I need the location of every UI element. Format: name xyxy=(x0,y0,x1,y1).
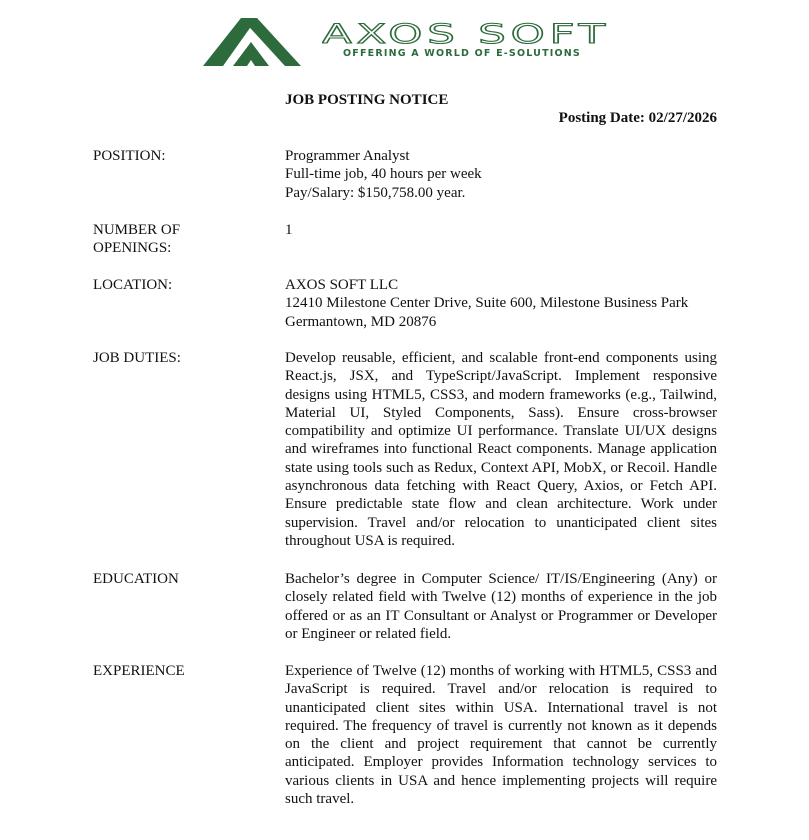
duties-label: JOB DUTIES: xyxy=(93,350,181,366)
position-title: Programmer Analyst xyxy=(285,148,410,164)
location-label: LOCATION: xyxy=(93,277,173,293)
logo-tagline: OFFERING A WORLD OF E-SOLUTIONS xyxy=(343,48,581,59)
education-text: Bachelor’s degree in Computer Science/ IT/IS/Engineering (Any) or closely related field with Twelve (12) months of experience in the job offered or as an IT Consultant or Analyst or Programmer or Developer or Engineer or related field. xyxy=(285,571,717,642)
location-company: AXOS SOFT LLC xyxy=(285,277,399,293)
company-logo xyxy=(0,14,809,70)
logo-wordmark xyxy=(322,20,612,46)
location-city: Germantown, MD 20876 xyxy=(285,313,437,330)
location-address: 12410 Milestone Center Drive, Suite 600, Milestone Business Park xyxy=(285,295,689,312)
position-label: POSITION: xyxy=(93,148,166,164)
education-label: EDUCATION xyxy=(93,571,179,587)
logo-mark-icon xyxy=(203,16,301,66)
svg-text:AXOS SOFT: AXOS SOFT xyxy=(322,20,610,46)
openings-value: 1 xyxy=(285,222,293,238)
page-title: JOB POSTING NOTICE xyxy=(285,92,449,108)
posting-date: Posting Date: 02/27/2026 xyxy=(558,110,717,126)
experience-text: Experience of Twelve (12) months of working with HTML5, CSS3 and JavaScript is required. Travel and/or relocation is required to unanticipated client sites within USA. International travel is not required. The frequency of travel is currently not known as it depends on the client and project requirement that cannot be currently anticipated. Employer provides Information technology services to various clients in USA and hence implementing projects will require such travel. xyxy=(285,663,717,808)
location-value xyxy=(285,276,717,331)
position-value xyxy=(285,147,717,202)
experience-label: EXPERIENCE xyxy=(93,663,185,679)
openings-label: NUMBER OF OPENINGS: xyxy=(93,222,181,256)
duties-text: Develop reusable, efficient, and scalable front-end components using React.js, JSX, and TypeScript/JavaScript. Implement responsive designs using HTML5, CSS3, and modern frameworks (e.g., Tailwind, Material UI, Styled Components, Sass). Ensure cross-browser compatibility and optimize UI performance. Translate UI/UX designs and wireframes into functional React components. Manage application state using tools such as Redux, Context API, MobX, or Recoil. Handle asynchronous data fetching with React Query, Axios, or Fetch API. Ensure predictable state flow and clean architecture. Work under supervision. Travel and/or relocation to unanticipated client sites throughout USA is required. xyxy=(285,350,717,549)
position-hours: Full-time job, 40 hours per week xyxy=(285,166,482,183)
position-salary: Pay/Salary: $150,758.00 year. xyxy=(285,184,466,201)
